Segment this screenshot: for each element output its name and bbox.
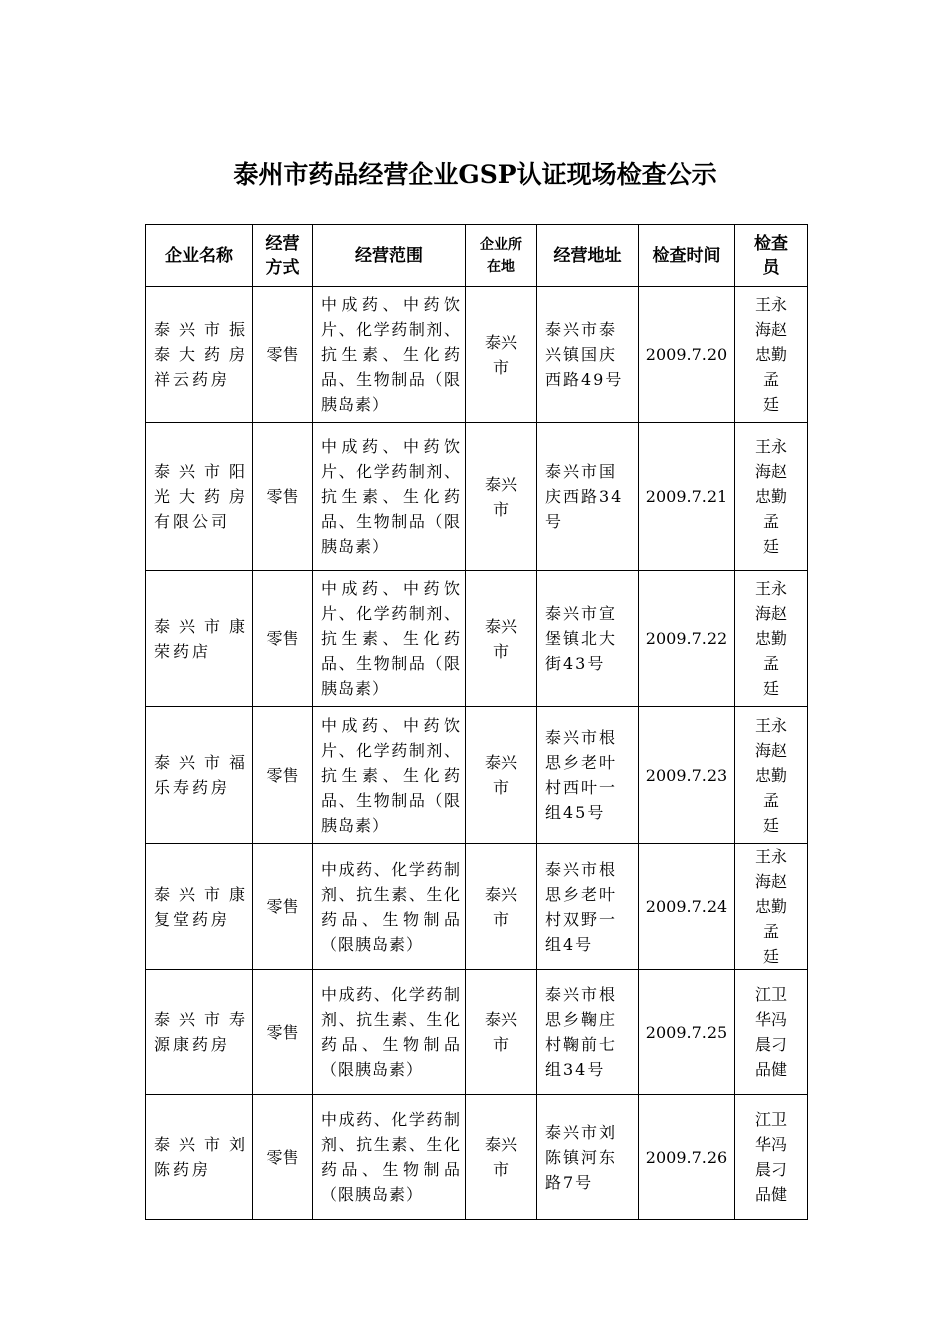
table-row (146, 844, 808, 970)
header-business-mode: 经营 方式 (253, 225, 313, 287)
company-name-cell: 泰兴市阳光大药房有限公司 (146, 423, 253, 571)
table-row (146, 707, 808, 844)
inspection-date-cell: 2009.7.20 (639, 287, 735, 423)
table-row (146, 970, 808, 1095)
business-scope-cell: 中成药、中药饮片、化学药制剂、抗生素、生化药品、生物制品（限胰岛素） (313, 287, 466, 423)
address-cell: 泰兴市泰兴镇国庆西路49号 (537, 287, 639, 423)
inspection-date-cell: 2009.7.24 (639, 844, 735, 970)
business-mode-cell: 零售 (253, 707, 313, 844)
table-row (146, 287, 808, 423)
business-scope-cell: 中成药、中药饮片、化学药制剂、抗生素、生化药品、生物制品（限胰岛素） (313, 571, 466, 707)
location-cell: 泰兴 市 (466, 1095, 537, 1220)
business-mode-cell: 零售 (253, 970, 313, 1095)
inspection-table (145, 224, 808, 1220)
inspection-date-cell: 2009.7.23 (639, 707, 735, 844)
location-cell: 泰兴 市 (466, 844, 537, 970)
business-mode-cell: 零售 (253, 1095, 313, 1220)
business-mode-cell: 零售 (253, 423, 313, 571)
inspection-date-cell: 2009.7.26 (639, 1095, 735, 1220)
company-name-cell: 泰兴市寿源康药房 (146, 970, 253, 1095)
table-row (146, 571, 808, 707)
company-name-cell: 泰兴市刘陈药房 (146, 1095, 253, 1220)
location-cell: 泰兴 市 (466, 707, 537, 844)
inspectors-cell: 王永 海赵 忠勤 孟 廷 (735, 423, 808, 571)
location-cell: 泰兴 市 (466, 423, 537, 571)
business-mode-cell: 零售 (253, 287, 313, 423)
inspectors-cell: 王永 海赵 忠勤 孟 廷 (735, 571, 808, 707)
company-name-cell: 泰兴市康复堂药房 (146, 844, 253, 970)
location-cell: 泰兴 市 (466, 571, 537, 707)
inspectors-cell: 江卫 华冯 晨刁 品健 (735, 1095, 808, 1220)
business-mode-cell: 零售 (253, 571, 313, 707)
company-name-cell: 泰兴市康荣药店 (146, 571, 253, 707)
page-title: 泰州市药品经营企业GSP认证现场检查公示 (233, 160, 717, 189)
address-cell: 泰兴市国庆西路34号 (537, 423, 639, 571)
header-inspection-date: 检查时间 (639, 225, 735, 287)
business-scope-cell: 中成药、化学药制剂、抗生素、生化药品、生物制品（限胰岛素） (313, 1095, 466, 1220)
address-cell: 泰兴市根思乡鞠庄村鞠前七组34号 (537, 970, 639, 1095)
business-scope-cell: 中成药、中药饮片、化学药制剂、抗生素、生化药品、生物制品（限胰岛素） (313, 707, 466, 844)
table-row (146, 423, 808, 571)
header-inspectors: 检查 员 (735, 225, 808, 287)
address-cell: 泰兴市宣堡镇北大街43号 (537, 571, 639, 707)
company-name-cell: 泰兴市福乐寿药房 (146, 707, 253, 844)
business-scope-cell: 中成药、化学药制剂、抗生素、生化药品、生物制品（限胰岛素） (313, 844, 466, 970)
address-cell: 泰兴市刘陈镇河东路7号 (537, 1095, 639, 1220)
address-cell: 泰兴市根思乡老叶村西叶一组45号 (537, 707, 639, 844)
header-business-scope: 经营范围 (313, 225, 466, 287)
inspectors-cell: 王永 海赵 忠勤 孟 廷 (735, 844, 808, 970)
inspectors-cell: 江卫 华冯 晨刁 品健 (735, 970, 808, 1095)
business-scope-cell: 中成药、中药饮片、化学药制剂、抗生素、生化药品、生物制品（限胰岛素） (313, 423, 466, 571)
inspectors-cell: 王永 海赵 忠勤 孟 廷 (735, 287, 808, 423)
business-mode-cell: 零售 (253, 844, 313, 970)
inspectors-cell: 王永 海赵 忠勤 孟 廷 (735, 707, 808, 844)
business-scope-cell: 中成药、化学药制剂、抗生素、生化药品、生物制品（限胰岛素） (313, 970, 466, 1095)
location-cell: 泰兴 市 (466, 287, 537, 423)
table-row (146, 1095, 808, 1220)
header-location: 企业所 在地 (466, 225, 537, 287)
address-cell: 泰兴市根思乡老叶村双野一组4号 (537, 844, 639, 970)
header-address: 经营地址 (537, 225, 639, 287)
inspection-date-cell: 2009.7.22 (639, 571, 735, 707)
header-row (146, 225, 808, 287)
header-company-name: 企业名称 (146, 225, 253, 287)
location-cell: 泰兴 市 (466, 970, 537, 1095)
inspection-date-cell: 2009.7.21 (639, 423, 735, 571)
inspection-date-cell: 2009.7.25 (639, 970, 735, 1095)
company-name-cell: 泰兴市振泰大药房祥云药房 (146, 287, 253, 423)
